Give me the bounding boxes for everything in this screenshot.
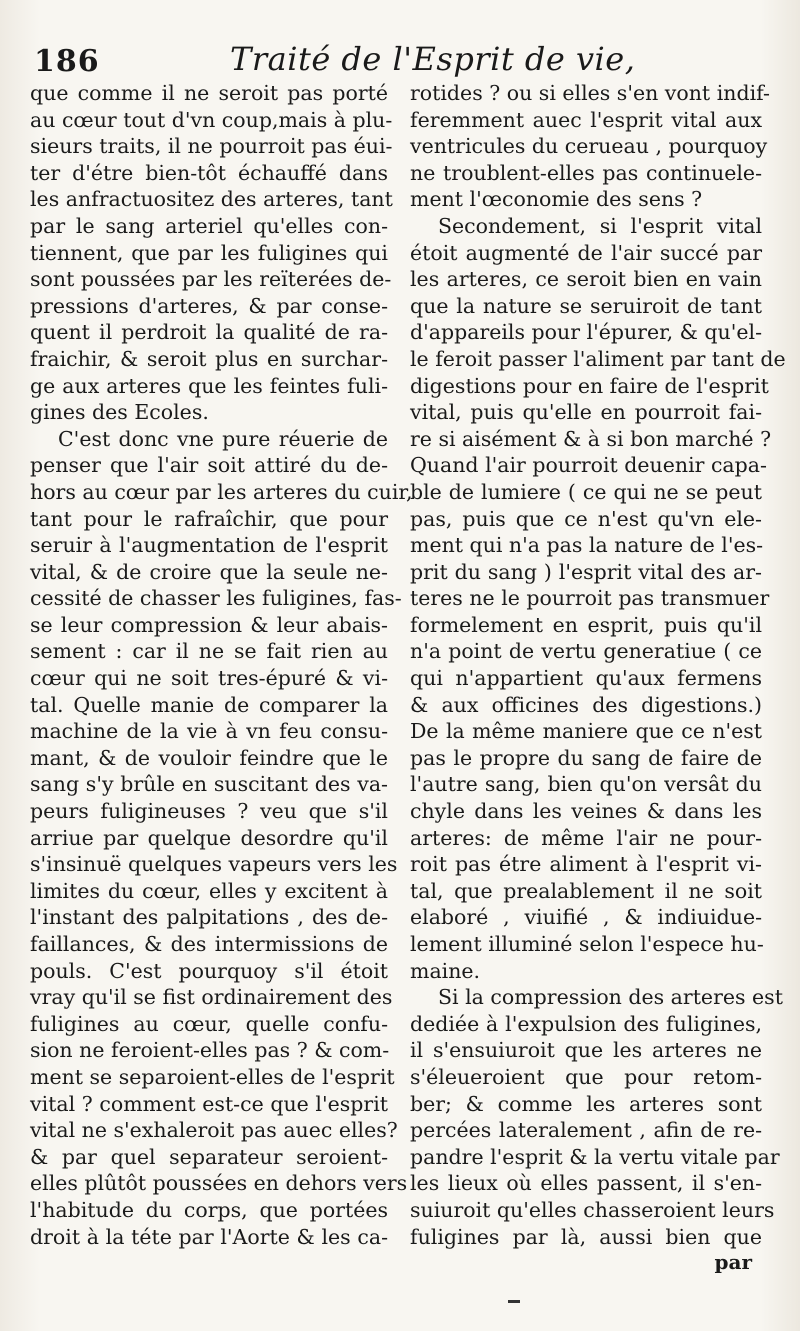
text-line: fraichir, & seroit plus en surchar-	[30, 346, 388, 371]
text-line: sieurs traits, il ne pourroit pas éui-	[30, 134, 393, 159]
text-line: seruir à l'augmentation de l'esprit	[30, 533, 388, 558]
text-line: digestions pour en faire de l'esprit	[410, 373, 769, 398]
text-line: rotides ? ou si elles s'en vont indif-	[410, 81, 770, 105]
text-line: gines des Ecoles.	[30, 400, 209, 425]
text-line: fuligines au cœur, quelle confu-	[30, 1011, 388, 1036]
text-line: feremment auec l'esprit vital aux	[410, 107, 762, 132]
text-line: les anfractuositez des arteres, tant	[30, 187, 393, 212]
text-line: sion ne feroient-elles pas ? & com-	[30, 1038, 390, 1063]
text-line: vital ne s'exhaleroit pas auec elles?	[30, 1118, 398, 1143]
text-line: l'habitude du corps, que portées	[30, 1197, 388, 1222]
text-line: lement illuminé selon l'espece hu-	[410, 932, 764, 956]
text-line: teres ne le pourroit pas transmuer	[410, 586, 770, 611]
text-line: roit pas étre aliment à l'esprit vi-	[410, 852, 762, 877]
text-line: étoit augmenté de l'air succé par	[410, 240, 762, 265]
text-line: re si aisément & à si bon marché ?	[410, 426, 772, 451]
text-line: sont poussées par les reïterées de-	[30, 267, 392, 292]
text-line: fuligines par là, aussi bien que	[410, 1224, 762, 1249]
text-line: quent il perdroit la qualité de ra-	[30, 320, 388, 345]
text-line: vital, puis qu'elle en pourroit fai-	[410, 400, 762, 425]
text-line: C'est donc vne pure réuerie de	[58, 426, 388, 451]
text-line: ge aux arteres que les feintes fuli-	[30, 373, 388, 398]
text-line: il s'ensuiuroit que les arteres ne	[410, 1038, 762, 1063]
text-line: droit à la téte par l'Aorte & les ca-	[30, 1224, 388, 1249]
catchword: par	[714, 1250, 752, 1274]
text-line: ment se separoient-elles de l'esprit	[30, 1064, 395, 1089]
text-line: faillances, & des intermissions de	[30, 932, 388, 956]
text-line: elaboré , viuifié , & indiuidue-	[410, 905, 762, 930]
text-line: par le sang arteriel qu'elles con-	[30, 213, 388, 238]
text-line: sement : car il ne se fait rien au	[30, 639, 388, 664]
text-line: ment qui n'a pas la nature de l'es-	[410, 533, 764, 558]
text-line: suiuroit qu'elles chasseroient leurs	[410, 1197, 775, 1222]
text-line: dediée à l'expulsion des fuligines,	[410, 1011, 762, 1036]
running-title: Traité de l'Esprit de vie,	[230, 40, 636, 78]
text-line: maine.	[410, 958, 481, 983]
text-line: sang s'y brûle en suscitant des va-	[30, 772, 388, 797]
text-line: s'éleueroient que pour retom-	[410, 1064, 762, 1089]
text-line: elles plûtôt poussées en dehors vers	[30, 1171, 408, 1196]
text-line: ment l'œconomie des sens ?	[410, 187, 703, 212]
text-line: pressions d'arteres, & par conse-	[30, 293, 388, 318]
text-line: les lieux où elles passent, il s'en-	[410, 1171, 762, 1196]
text-line: l'autre sang, bien qu'on versât du	[410, 772, 762, 797]
text-line: l'instant des palpitations , des de-	[30, 905, 388, 930]
left-text-column	[30, 80, 413, 1250]
text-line: pandre l'esprit & la vertu vitale par	[410, 1144, 780, 1169]
text-line: vital, & de croire que la seule ne-	[30, 559, 388, 584]
text-line: vray qu'il se fist ordinairement des	[30, 985, 393, 1010]
text-line: penser que l'air soit attiré du de-	[30, 453, 388, 478]
text-line: arteres: de même l'air ne pour-	[410, 825, 762, 850]
text-line: percées lateralement , afin de re-	[410, 1118, 762, 1143]
text-line: s'insinuë quelques vapeurs vers les	[30, 852, 398, 877]
text-line: limites du cœur, elles y excitent à	[30, 878, 388, 903]
footer-mark	[508, 1300, 520, 1303]
text-line: ber; & comme les arteres sont	[410, 1091, 762, 1116]
text-line: pas, puis que ce n'est qu'vn ele-	[410, 506, 762, 531]
text-line: peurs fuligineuses ? veu que s'il	[30, 799, 388, 824]
text-line: pouls. C'est pourquoy s'il étoit	[30, 958, 388, 983]
text-line: se leur compression & leur abais-	[30, 612, 388, 637]
text-line: tal. Quelle manie de comparer la	[30, 692, 388, 717]
text-line: prit du sang ) l'esprit vital des ar-	[410, 559, 762, 584]
text-line: & aux officines des digestions.)	[410, 692, 762, 717]
text-line: au cœur tout d'vn coup,mais à plu-	[30, 107, 393, 132]
text-line: Secondement, si l'esprit vital	[438, 213, 762, 238]
text-line: ter d'étre bien-tôt échauffé dans	[30, 160, 388, 185]
text-line: que comme il ne seroit pas porté	[30, 81, 388, 105]
text-line: tal, que prealablement il ne soit	[410, 878, 762, 903]
text-line: & par quel separateur seroient-	[30, 1144, 388, 1169]
text-line: ventricules du cerueau , pourquoy	[410, 134, 768, 159]
text-line: machine de la vie à vn feu consu-	[30, 719, 388, 744]
text-line: De la même maniere que ce n'est	[410, 719, 762, 744]
text-line: d'appareils pour l'épurer, & qu'el-	[410, 320, 763, 345]
text-line: n'a point de vertu generatiue ( ce	[410, 639, 762, 664]
text-line: Quand l'air pourroit deuenir capa-	[410, 453, 767, 478]
page-number: 186	[34, 44, 100, 79]
text-line: formelement en esprit, puis qu'il	[410, 612, 762, 637]
right-text-column	[410, 80, 786, 1250]
text-line: tiennent, que par les fuligines qui	[30, 240, 388, 265]
text-line: chyle dans les veines & dans les	[410, 799, 762, 824]
text-line: arriue par quelque desordre qu'il	[30, 825, 388, 850]
text-line: ne troublent-elles pas continuele-	[410, 160, 762, 185]
text-line: mant, & de vouloir feindre que le	[30, 745, 388, 770]
text-line: cœur qui ne soit tres-épuré & vi-	[30, 666, 388, 691]
text-line: hors au cœur par les arteres du cuir,	[30, 479, 413, 504]
text-line: qui n'appartient qu'aux fermens	[410, 666, 762, 691]
text-line: ble de lumiere ( ce qui ne se peut	[410, 479, 762, 504]
text-line: les arteres, ce seroit bien en vain	[410, 267, 762, 292]
text-line: que la nature se seruiroit de tant	[410, 293, 762, 318]
text-line: Si la compression des arteres est	[438, 985, 783, 1010]
text-line: cessité de chasser les fuligines, fas-	[30, 586, 402, 611]
text-line: le feroit passer l'aliment par tant de	[410, 346, 786, 371]
text-line: vital ? comment est-ce que l'esprit	[30, 1091, 388, 1116]
text-line: tant pour le rafraîchir, que pour	[30, 506, 388, 531]
text-line: pas le propre du sang de faire de	[410, 745, 762, 770]
